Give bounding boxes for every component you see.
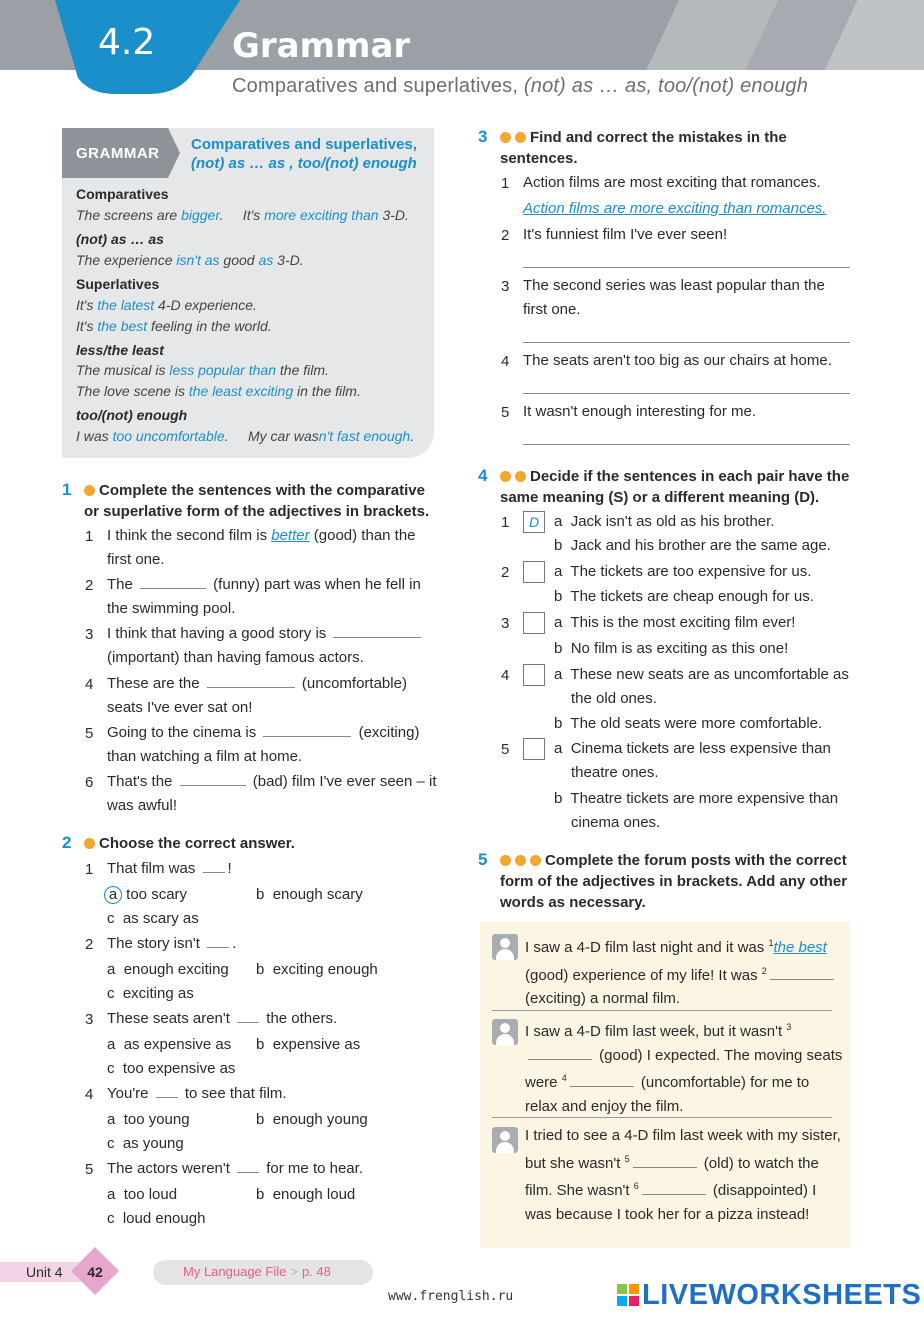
- answer-blank[interactable]: [633, 1167, 697, 1168]
- item-number: 4: [85, 1086, 94, 1103]
- sentence-b: b The old seats were more comfortable.: [554, 715, 823, 732]
- exercise-instruction: Complete the forum posts with the correct form of the adjectives in brackets. Add any other words as necessary.: [500, 852, 848, 911]
- answer-blank: [207, 947, 229, 948]
- exercise-item: I think the second film is better (good) than the first one.: [107, 527, 416, 568]
- exercise-item: It's funniest film I've ever seen!: [523, 226, 728, 243]
- grammar-example: The experience isn't as good as 3-D.: [76, 252, 304, 268]
- answer-box[interactable]: [523, 738, 545, 760]
- difficulty-dot-icon: [515, 132, 526, 143]
- forum-post: I saw a 4-D film last week, but it wasn't $^3$ (good) I expected. The moving seats were $^4$ (uncomfortable) for me to relax and enjoy the film.: [525, 1022, 843, 1115]
- exercise-item: It wasn't enough interesting for me.: [523, 403, 756, 420]
- option-c[interactable]: c as young: [107, 1135, 184, 1152]
- item-number: 4: [501, 667, 510, 684]
- difficulty-dot-icon: [84, 838, 95, 849]
- lesson-number: 4.2: [98, 22, 156, 63]
- exercise-instruction: Find and correct the mistakes in the sentences.: [500, 129, 787, 167]
- page-subtitle: Comparatives and superlatives, (not) as … as, too/(not) enough: [232, 75, 809, 97]
- liveworksheets-logo-icon: [617, 1284, 639, 1306]
- grammar-example: It's the latest 4-D experience.: [76, 297, 257, 313]
- answer-line[interactable]: [523, 267, 850, 268]
- option-c[interactable]: c loud enough: [107, 1210, 206, 1227]
- grammar-heading: less/the least: [76, 342, 164, 358]
- answer-blank[interactable]: [180, 785, 246, 786]
- sentence-a: a Jack isn't as old as his brother.: [554, 513, 775, 530]
- difficulty-dot-icon: [500, 132, 511, 143]
- exercise-number: 1: [62, 480, 72, 499]
- grammar-tag-label: GRAMMAR: [76, 145, 160, 162]
- grammar-heading: too/(not) enough: [76, 407, 188, 423]
- answer-blank: [203, 872, 225, 873]
- difficulty-dot-icon: [500, 855, 511, 866]
- grammar-example: The love scene is the least exciting in the film.: [76, 383, 361, 399]
- item-number: 3: [501, 615, 510, 632]
- answer-blank[interactable]: [642, 1194, 706, 1195]
- exercise-item: These are the (uncomfortable) seats I've ever sat on!: [107, 675, 407, 716]
- exercise-item: I think that having a good story is (important) than having famous actors.: [107, 622, 437, 670]
- difficulty-dot-icon: [515, 471, 526, 482]
- sentence-b: b The tickets are cheap enough for us.: [554, 588, 814, 605]
- post-divider: [492, 1117, 832, 1118]
- exercise-number: 2: [62, 833, 72, 852]
- exercise-item: The (funny) part was when he fell in the swimming pool.: [107, 576, 421, 617]
- item-number: 5: [85, 725, 94, 742]
- item-number: 5: [501, 741, 510, 758]
- item-number: 4: [501, 353, 510, 370]
- post-divider: [492, 1010, 832, 1011]
- answer-line[interactable]: [523, 342, 850, 343]
- exercise-number: 4: [478, 466, 488, 485]
- exercise-item: That's the (bad) film I've ever seen – it was awful!: [107, 773, 437, 814]
- option-a[interactable]: a too young: [107, 1111, 190, 1128]
- user-avatar-icon: [492, 1127, 518, 1153]
- grammar-example: The musical is less popular than the film.: [76, 362, 329, 378]
- difficulty-dot-icon: [500, 471, 511, 482]
- answer-line[interactable]: [523, 444, 850, 445]
- forum-post: I saw a 4-D film last night and it was $^1$the best (good) experience of my life! It was $^2$ (exciting) a normal film.: [525, 932, 845, 1011]
- exercise-item: The second series was least popular than the first one.: [523, 277, 825, 318]
- item-number: 4: [85, 676, 94, 693]
- sentence-a: a This is the most exciting film ever!: [554, 614, 796, 631]
- option-a[interactable]: a too scary: [104, 883, 187, 907]
- answer-blank: [237, 1022, 259, 1023]
- option-c[interactable]: c as scary as: [107, 910, 199, 927]
- selected-answer-circle: a: [104, 886, 122, 904]
- exercise-item: The story isn't .: [107, 935, 237, 952]
- item-number: 6: [85, 774, 94, 791]
- sentence-b: b Jack and his brother are the same age.: [554, 537, 831, 554]
- item-number: 1: [85, 528, 94, 545]
- option-a[interactable]: a too loud: [107, 1186, 178, 1203]
- user-avatar-icon: [492, 1019, 518, 1045]
- site-url: www.frenglish.ru: [388, 1289, 514, 1304]
- exercise-item: The actors weren't for me to hear.: [107, 1160, 363, 1177]
- page-title: Grammar: [232, 26, 411, 66]
- language-file-link[interactable]: My Language File > p. 48: [183, 1264, 331, 1279]
- grammar-heading: Comparatives: [76, 186, 169, 202]
- answer-box[interactable]: [523, 612, 545, 634]
- difficulty-dot-icon: [530, 855, 541, 866]
- answer-blank[interactable]: [770, 979, 834, 980]
- difficulty-dot-icon: [84, 485, 95, 496]
- item-number: 5: [501, 404, 510, 421]
- item-number: 3: [501, 278, 510, 295]
- exercise-number: 3: [478, 127, 488, 146]
- item-number: 2: [85, 936, 94, 953]
- grammar-heading: (not) as … as: [76, 231, 164, 247]
- exercise-instruction: Decide if the sentences in each pair have the same meaning (S) or a different meaning (D).: [500, 468, 850, 506]
- header-decor: [560, 0, 924, 70]
- answer-blank[interactable]: [528, 1059, 592, 1060]
- answer-blank[interactable]: [263, 736, 351, 737]
- item-number: 3: [85, 626, 94, 643]
- item-number: 2: [501, 227, 510, 244]
- grammar-example: It's the best feeling in the world.: [76, 318, 272, 334]
- page-number: 42: [87, 1264, 103, 1280]
- exercise-item: That film was !: [107, 860, 232, 877]
- option-b[interactable]: b exciting enough: [256, 961, 378, 978]
- option-a[interactable]: a enough exciting: [107, 961, 229, 978]
- exercise-instruction: Complete the sentences with the comparative or superlative form of the adjectives in brackets.: [84, 482, 430, 520]
- unit-label: Unit 4: [26, 1264, 63, 1280]
- exercise-item: You're to see that film.: [107, 1085, 287, 1102]
- example-answer: Action films are more exciting than romances.: [523, 200, 827, 217]
- answer-blank: [237, 1172, 259, 1173]
- grammar-heading: Superlatives: [76, 276, 160, 292]
- item-number: 5: [85, 1161, 94, 1178]
- grammar-example: The screens are bigger. It's more exciting than 3-D.: [76, 207, 409, 223]
- exercise-item: Going to the cinema is (exciting) than watching a film at home.: [107, 724, 420, 765]
- sentence-a: a Cinema tickets are less expensive than theatre ones.: [554, 740, 831, 781]
- option-c[interactable]: c exciting as: [107, 985, 194, 1002]
- sentence-b: b Theatre tickets are more expensive than cinema ones.: [554, 790, 839, 831]
- option-b[interactable]: b expensive as: [256, 1036, 361, 1053]
- item-number: 2: [85, 577, 94, 594]
- option-c[interactable]: c too expensive as: [107, 1060, 236, 1077]
- answer-box[interactable]: D: [523, 511, 545, 533]
- sentence-a: a These new seats are as uncomfortable as the old ones.: [554, 666, 849, 707]
- option-b[interactable]: b enough scary: [256, 886, 363, 903]
- exercise-item: Action films are most exciting that romances.: [523, 174, 821, 191]
- item-number: 1: [501, 514, 510, 531]
- liveworksheets-brand: LIVEWORKSHEETS: [642, 1279, 922, 1311]
- option-b[interactable]: b enough young: [256, 1111, 368, 1128]
- exercise-item: These seats aren't the others.: [107, 1010, 338, 1027]
- answer-blank[interactable]: [207, 687, 295, 688]
- option-a[interactable]: a as expensive as: [107, 1036, 232, 1053]
- forum-post: I tried to see a 4-D film last week with my sister, but she wasn't $^5$ (old) to watch the film. She wasn't $^6$ (disappointed) I was because I took her for a pizza instead!: [525, 1127, 841, 1223]
- answer-box[interactable]: [523, 664, 545, 686]
- exercise-instruction: Choose the correct answer.: [84, 833, 434, 854]
- user-avatar-icon: [492, 934, 518, 960]
- answer-blank[interactable]: [333, 637, 421, 638]
- grammar-title: Comparatives and superlatives, (not) as … as , too/(not) enough: [191, 136, 417, 172]
- item-number: 1: [85, 861, 94, 878]
- answer-blank[interactable]: [570, 1086, 634, 1087]
- answer-blank: [156, 1097, 178, 1098]
- item-number: 3: [85, 1011, 94, 1028]
- exercise-number: 5: [478, 850, 488, 869]
- grammar-example: I was too uncomfortable. My car wasn't fast enough.: [76, 428, 415, 444]
- answer-box[interactable]: [523, 561, 545, 583]
- sentence-b: b No film is as exciting as this one!: [554, 640, 789, 657]
- answer-blank[interactable]: [140, 588, 206, 589]
- sentence-a: a The tickets are too expensive for us.: [554, 563, 812, 580]
- item-number: 2: [501, 564, 510, 581]
- exercise-item: The seats aren't too big as our chairs at home.: [523, 352, 832, 369]
- item-number: 1: [501, 175, 510, 192]
- answer-line[interactable]: [523, 393, 850, 394]
- difficulty-dot-icon: [515, 855, 526, 866]
- option-b[interactable]: b enough loud: [256, 1186, 356, 1203]
